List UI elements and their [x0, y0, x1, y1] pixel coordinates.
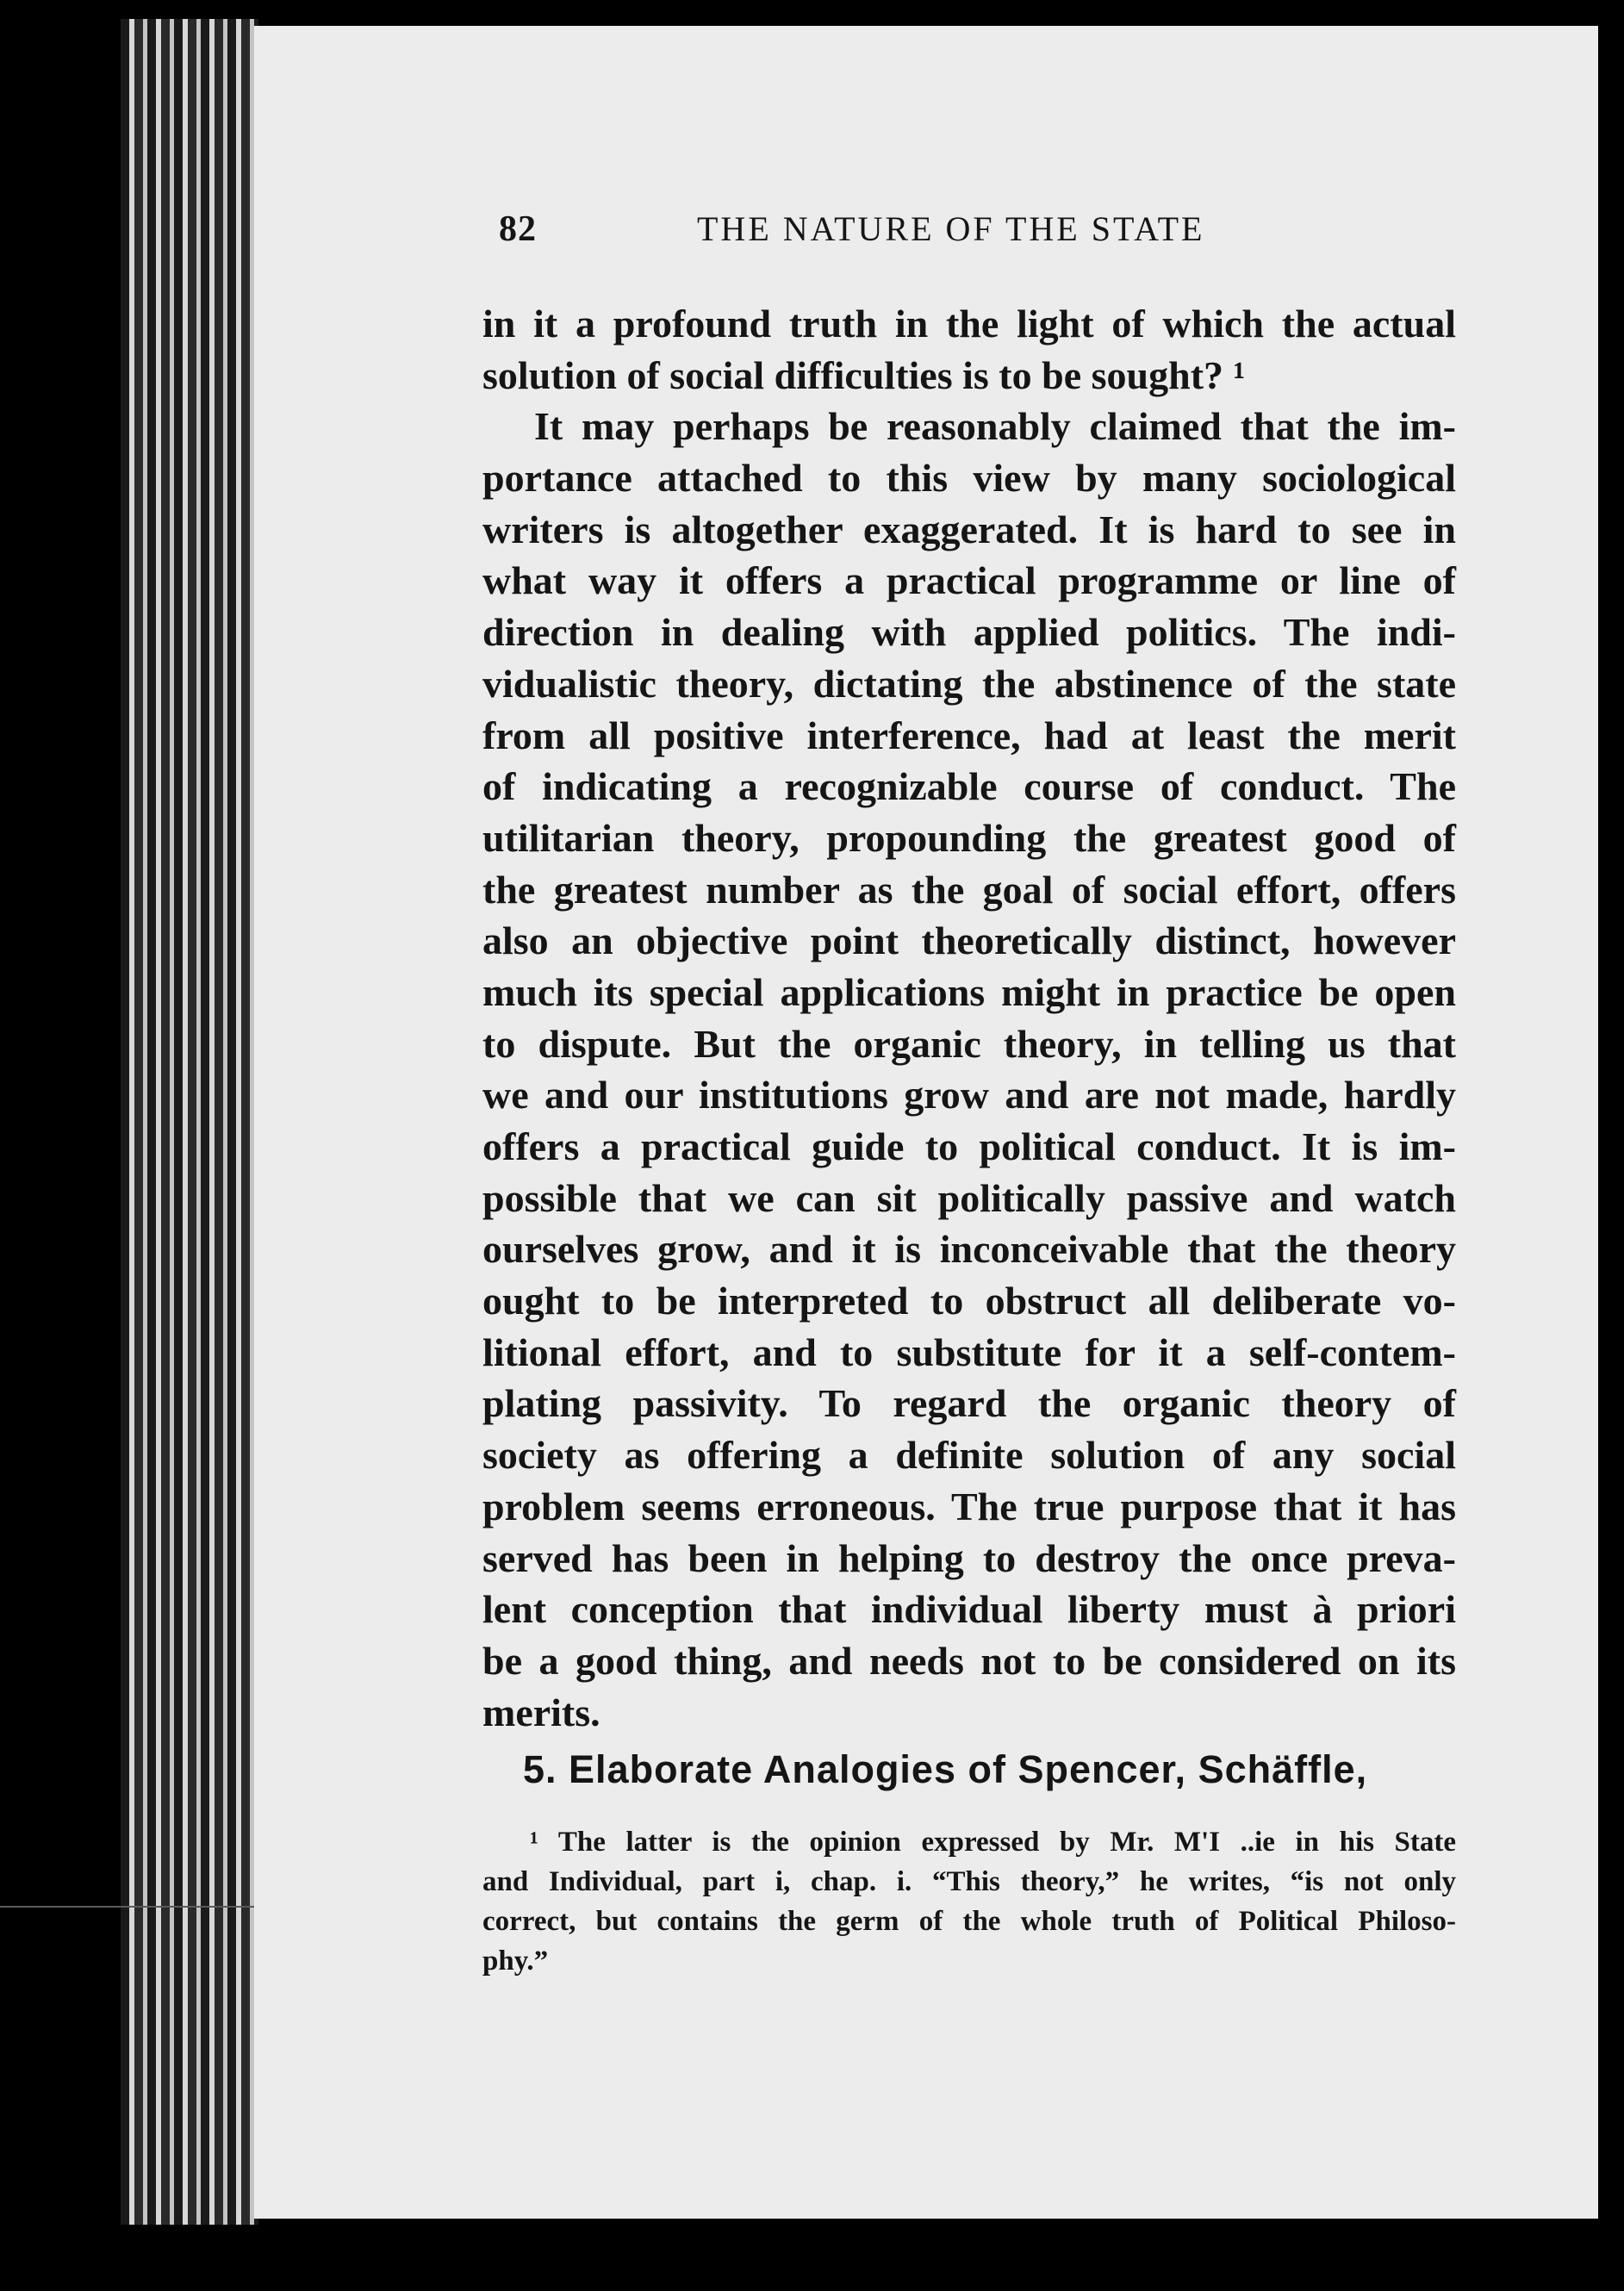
- body-line: It may perhaps be reasonably claimed that the im-: [534, 404, 1456, 449]
- body-text: [482, 298, 1456, 1738]
- body-line: also an objective point theoretically distinct, however: [482, 918, 1456, 963]
- body-line: plating passivity. To regard the organic theory of: [482, 1381, 1456, 1426]
- body-line: much its special applications might in practice be open: [482, 969, 1456, 1014]
- body-line: in it a profound truth in the light of which the actual: [482, 302, 1456, 346]
- body-line: to dispute. But the organic theory, in telling us that: [482, 1021, 1456, 1066]
- body-line: problem seems erroneous. The true purpose that it has: [482, 1484, 1456, 1528]
- body-line: society as offering a definite solution of any social: [482, 1433, 1456, 1478]
- running-head: THE NATURE OF THE STATE: [697, 209, 1205, 248]
- footnotes: [482, 1822, 1456, 1981]
- body-line: direction in dealing with applied politics. The indi-: [482, 610, 1456, 655]
- page-number: 82: [499, 209, 537, 249]
- book-page: [254, 26, 1598, 2219]
- body-line: portance attached to this view by many sociological: [482, 456, 1456, 501]
- body-line: be a good thing, and needs not to be considered on its: [482, 1638, 1456, 1683]
- footnote-line: correct, but contains the germ of the whole truth of Political Philoso-: [482, 1906, 1456, 1937]
- body-line: from all positive interference, had at least the merit: [482, 713, 1456, 757]
- body-line: litional effort, and to substitute for it a self-contem-: [482, 1329, 1456, 1374]
- scan-artifact-line: [0, 1906, 258, 1908]
- body-line: merits.: [482, 1690, 600, 1734]
- book-spine-edge: [121, 19, 258, 2225]
- body-line: solution of social difficulties is to be sought? ¹: [482, 352, 1246, 397]
- page-header: [499, 209, 1624, 260]
- body-line: we and our institutions grow and are not made, hardly: [482, 1073, 1456, 1117]
- body-line: possible that we can sit politically passive and watch: [482, 1175, 1456, 1220]
- body-line: writers is altogether exaggerated. It is hard to see in: [482, 507, 1456, 551]
- body-line: what way it offers a practical programme or line of: [482, 558, 1456, 603]
- body-line: ought to be interpreted to obstruct all deliberate vo-: [482, 1279, 1456, 1323]
- body-line: lent conception that individual liberty must à priori: [482, 1587, 1456, 1632]
- body-line: ourselves grow, and it is inconceivable that the theory: [482, 1227, 1456, 1272]
- section-heading: 5. Elaborate Analogies of Spencer, Schäffle,: [523, 1747, 1368, 1791]
- footnote-line: phy.”: [482, 1945, 549, 1977]
- footnote-line: and Individual, part i, chap. i. “This theory,” he writes, “is not only: [482, 1866, 1456, 1897]
- body-line: of indicating a recognizable course of conduct. The: [482, 764, 1456, 809]
- body-line: offers a practical guide to political conduct. It is im-: [482, 1124, 1456, 1168]
- body-line: the greatest number as the goal of social effort, offers: [482, 867, 1456, 912]
- body-line: vidualistic theory, dictating the abstinence of the state: [482, 661, 1456, 706]
- body-line: utilitarian theory, propounding the greatest good of: [482, 815, 1456, 860]
- body-line: served has been in helping to destroy the once preva-: [482, 1535, 1456, 1580]
- footnote-line: ¹ The latter is the opinion expressed by Mr. M'I ..ie in his State: [530, 1827, 1456, 1858]
